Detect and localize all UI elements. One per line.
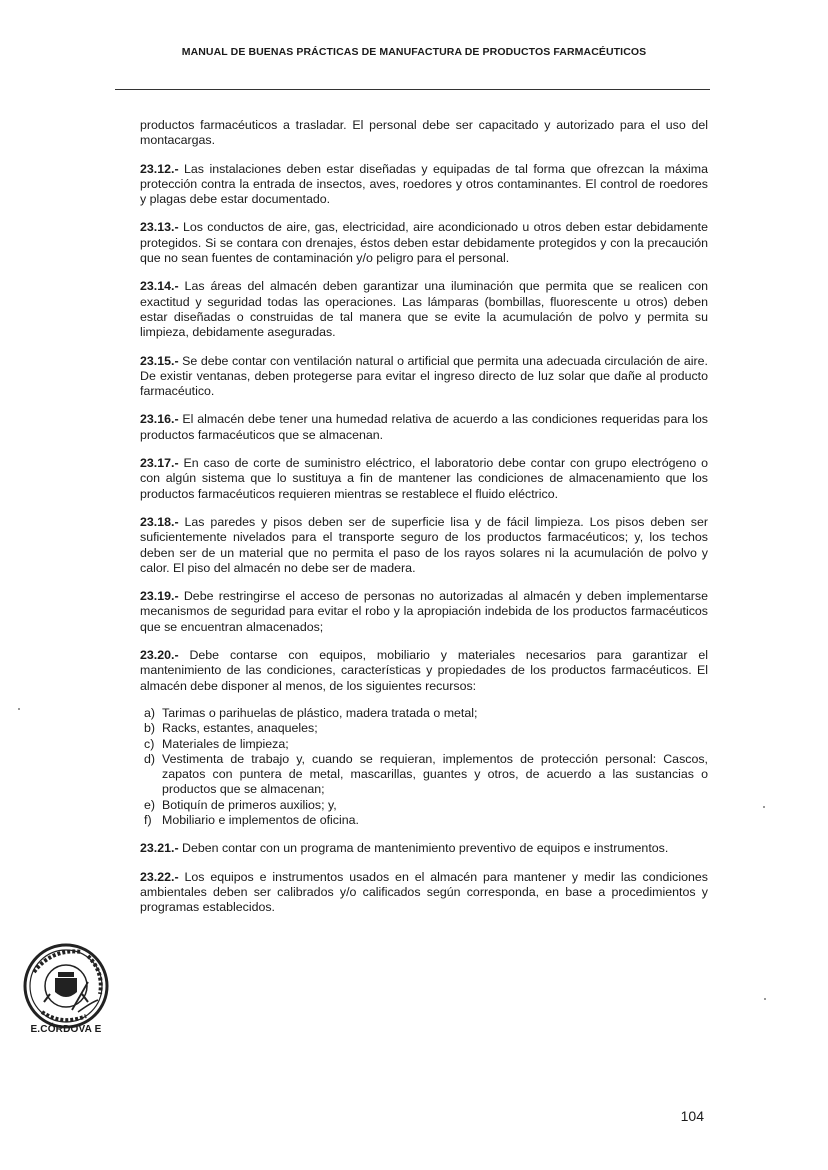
section-number: 23.22.- [140, 869, 179, 884]
scan-speck [18, 708, 20, 710]
paragraph-text: Debe contarse con equipos, mobiliario y materiales necesarios para garantizar el mantenimiento de las condiciones, características y propiedades de los productos farmacéuticos. El almacén debe disponer al menos, de los siguientes recursos: [140, 648, 708, 693]
official-seal-icon [22, 942, 110, 1030]
page-number: 104 [680, 1108, 704, 1124]
list-item [144, 752, 708, 798]
paragraph-23-15 [140, 354, 708, 400]
list-marker: b) [144, 721, 156, 736]
paragraph-23-21 [140, 841, 708, 856]
list-item [144, 798, 708, 813]
paragraph-text: Los conductos de aire, gas, electricidad, aire acondicionado u otros deben estar debidamente protegidos. Si se contara con drenajes, éstos deben estar debidamente protegidos y con la precaución que no sean fuentes de contaminación y/o peligro para el personal. [140, 220, 708, 266]
paragraph-23-14 [140, 279, 708, 340]
list-item-text: Racks, estantes, anaqueles; [162, 721, 318, 736]
list-item [144, 721, 708, 736]
section-number: 23.14.- [140, 279, 179, 294]
list-item-text: Tarimas o parihuelas de plástico, madera tratada o metal; [162, 705, 478, 720]
paragraph-text: Deben contar con un programa de mantenimiento preventivo de equipos e instrumentos. [178, 841, 669, 856]
list-item-text: Mobiliario e implementos de oficina. [162, 812, 359, 827]
scan-speck [764, 998, 766, 1000]
document-body [140, 118, 708, 928]
list-marker: f) [144, 812, 152, 827]
section-number: 23.17.- [140, 456, 179, 471]
paragraph-23-22 [140, 870, 708, 916]
list-item-text: Materiales de limpieza; [162, 736, 289, 751]
section-number: 23.12.- [140, 161, 179, 176]
paragraph-text: Los equipos e instrumentos usados en el almacén para mantener y medir las condiciones ambientales deben ser calibrados y/o calificados según corresponda, en base a procedimientos y programas establecidos. [140, 869, 708, 915]
list-marker: a) [144, 705, 156, 720]
paragraph-text: Las áreas del almacén deben garantizar una iluminación que permita que se realicen con exactitud y seguridad todas las operaciones. Las lámparas (bombillas, fluorescente u otros) deben estar diseñadas o construidas de tal manera que se evite la acumulación de polvo y permita su limpieza, debidamente aseguradas. [140, 279, 708, 340]
section-number: 23.20.- [140, 648, 179, 663]
section-number: 23.19.- [140, 589, 179, 604]
paragraph-text: Debe restringirse el acceso de personas no autorizadas al almacén y deben implementarse mecanismos de seguridad para evitar el robo y la apropiación indebida de los productos farmacéuticos que se encuentran almacenados; [140, 589, 708, 634]
resources-list [140, 706, 708, 828]
section-number: 23.18.- [140, 514, 179, 529]
list-marker: e) [144, 797, 156, 812]
section-number: 23.21.- [140, 841, 179, 856]
paragraph-text: El almacén debe tener una humedad relativa de acuerdo a las condiciones requeridas para los productos farmacéuticos que se almacenan. [140, 412, 708, 442]
paragraph-23-20 [140, 648, 708, 694]
paragraph-text: En caso de corte de suministro eléctrico, el laboratorio debe contar con grupo electrógeno o con algún sistema que lo sustituya a fin de mantener las condiciones de almacenamiento que los productos farmacéuticos requieren mientras se restablece el fluido eléctrico. [140, 456, 708, 501]
list-item [144, 737, 708, 752]
paragraph-text: Se debe contar con ventilación natural o artificial que permita una adecuada circulación de aire. De existir ventanas, deben protegerse para evitar el ingreso directo de luz solar que dañe al producto farmacéutico. [140, 353, 708, 399]
paragraph-23-12 [140, 162, 708, 208]
scan-speck [763, 806, 765, 808]
paragraph-text: Las paredes y pisos deben ser de superficie lisa y de fácil limpieza. Los pisos deben ser suficientemente nivelados para el transporte seguro de los productos farmacéuticos; y, los techos deben ser de un material que no permita el paso de los rayos solares ni la acumulación de polvo y calor. El piso del almacén no debe ser de madera. [140, 514, 708, 575]
paragraph-text: Las instalaciones deben estar diseñadas y equipadas de tal forma que ofrezcan la máxima protección contra la entrada de insectos, aves, roedores y otros contaminantes. El control de roedores y plagas debe estar documentado. [140, 161, 708, 207]
paragraph-23-17 [140, 456, 708, 502]
paragraph-text: productos farmacéuticos a trasladar. El personal debe ser capacitado y autorizado para el uso del montacargas. [140, 118, 708, 148]
list-marker: c) [144, 736, 155, 751]
paragraph-23-18 [140, 515, 708, 576]
section-number: 23.16.- [140, 412, 179, 427]
section-number: 23.13.- [140, 220, 179, 235]
list-marker: d) [144, 751, 156, 766]
paragraph-23-16 [140, 412, 708, 443]
header-rule [115, 89, 710, 90]
seal-caption: E.CÓRDOVA E [30, 1024, 102, 1035]
list-item [144, 706, 708, 721]
section-number: 23.15.- [140, 353, 179, 368]
paragraph-23-19 [140, 589, 708, 635]
list-item-text: Botiquín de primeros auxilios; y, [162, 797, 337, 812]
list-item-text: Vestimenta de trabajo y, cuando se requieran, implementos de protección personal: Cascos, zapatos con puntera de metal, mascarillas, guantes y otros, de acuerdo a las sustancias o productos que se almacenan; [162, 751, 708, 797]
page-header-title: MANUAL DE BUENAS PRÁCTICAS DE MANUFACTURA DE PRODUCTOS FARMACÉUTICOS [181, 46, 647, 58]
list-item [144, 813, 708, 828]
paragraph-23-13 [140, 220, 708, 266]
paragraph-continuation [140, 118, 708, 149]
